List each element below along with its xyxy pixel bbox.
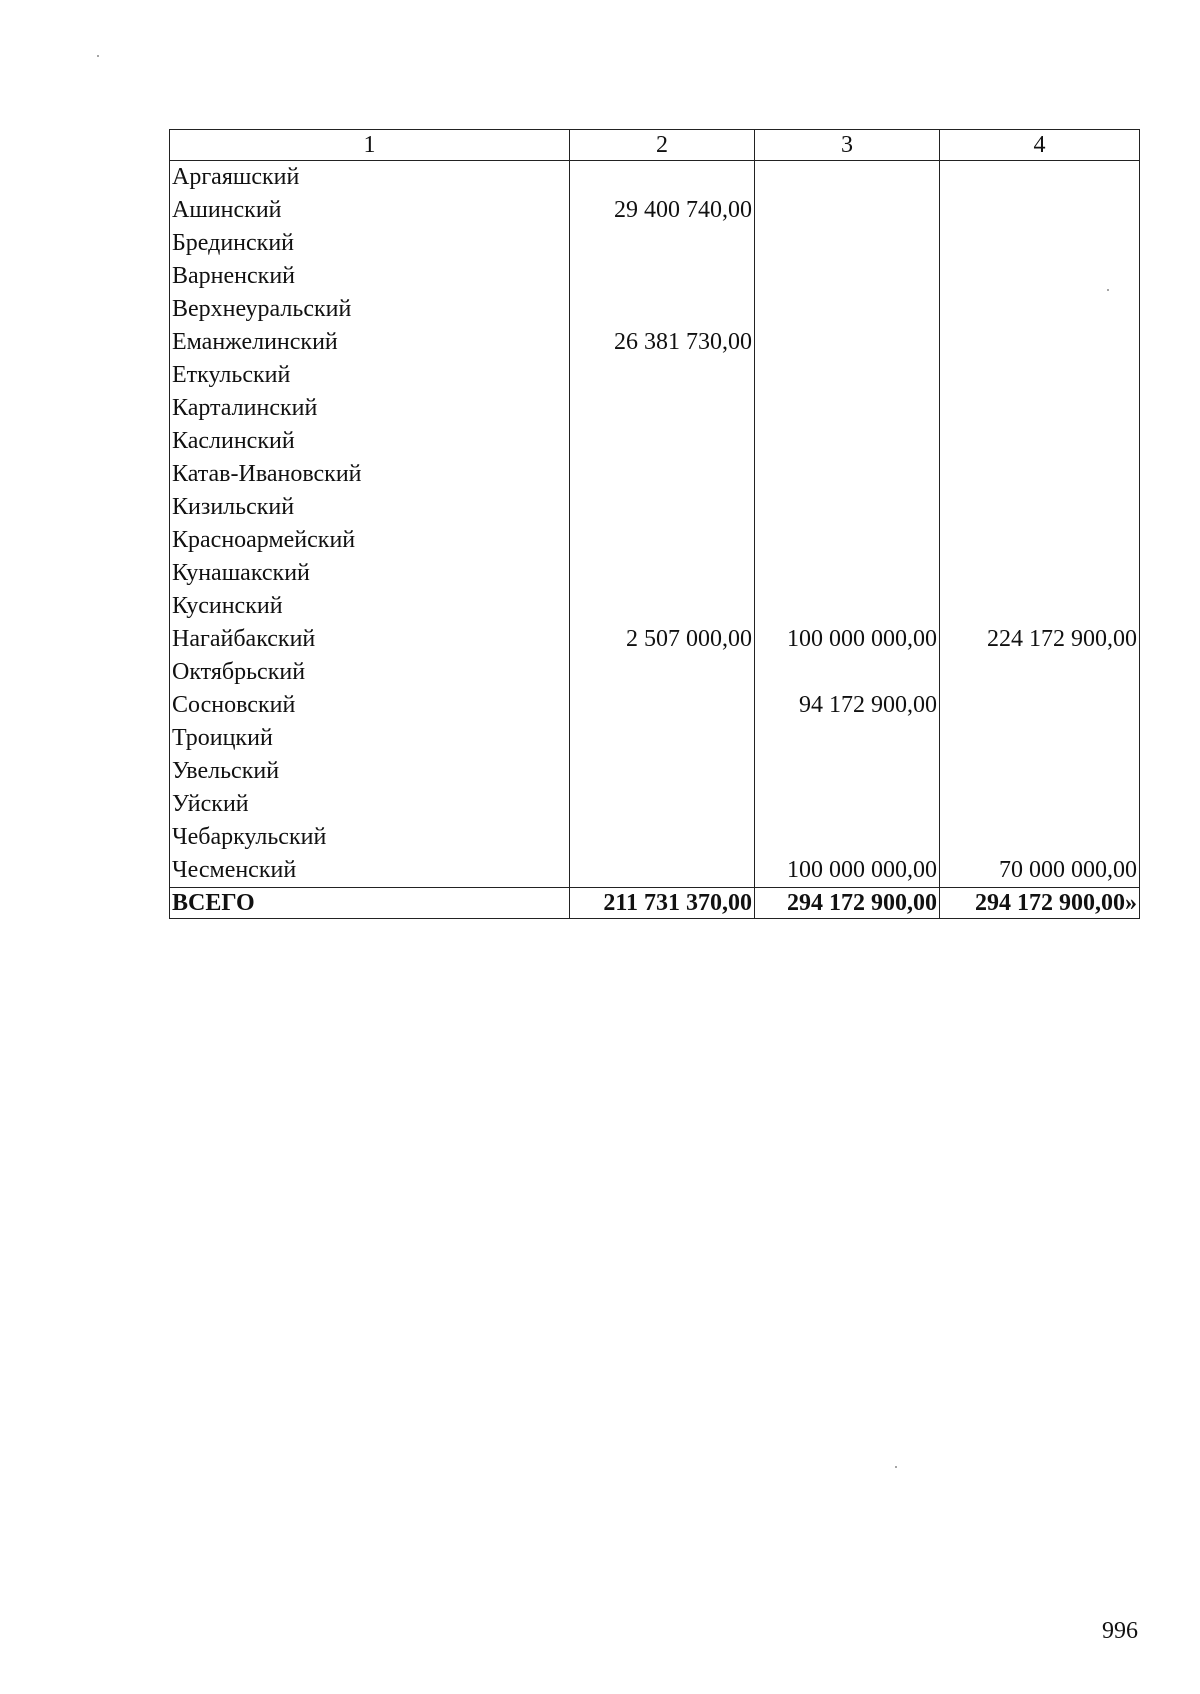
column-header-3: 3: [755, 130, 940, 161]
value-col-3: [755, 359, 940, 392]
value-col-4: [940, 656, 1140, 689]
page-number: 996: [1102, 1618, 1138, 1644]
value-col-2: [570, 590, 755, 623]
value-col-2: 26 381 730,00: [570, 326, 755, 359]
value-col-4: [940, 161, 1140, 195]
value-col-2: [570, 557, 755, 590]
table-row: [170, 788, 1140, 821]
district-name: Кизильский: [170, 491, 570, 524]
value-col-2: [570, 788, 755, 821]
value-col-3: [755, 326, 940, 359]
value-col-4: [940, 557, 1140, 590]
district-name: Увельский: [170, 755, 570, 788]
value-col-2: [570, 161, 755, 195]
value-col-4: [940, 821, 1140, 854]
district-name: Уйский: [170, 788, 570, 821]
value-col-2: [570, 260, 755, 293]
district-name: Чесменский: [170, 854, 570, 888]
value-col-2: [570, 458, 755, 491]
value-col-2: [570, 524, 755, 557]
table-row: [170, 359, 1140, 392]
value-col-2: [570, 722, 755, 755]
scan-speck: [1107, 289, 1109, 291]
value-col-3: [755, 788, 940, 821]
value-col-3: [755, 425, 940, 458]
value-col-3: [755, 392, 940, 425]
table-row: [170, 821, 1140, 854]
district-name: Кусинский: [170, 590, 570, 623]
value-col-3: [755, 293, 940, 326]
value-col-2: [570, 293, 755, 326]
table-row: [170, 689, 1140, 722]
value-col-2: [570, 755, 755, 788]
district-name: Чебаркульский: [170, 821, 570, 854]
value-col-4: [940, 491, 1140, 524]
table-row: [170, 458, 1140, 491]
value-col-3: [755, 161, 940, 195]
total-col-4: 294 172 900,00»: [940, 888, 1140, 919]
table-row: [170, 854, 1140, 888]
district-name: Каслинский: [170, 425, 570, 458]
district-name: Троицкий: [170, 722, 570, 755]
table-row: [170, 293, 1140, 326]
value-col-4: [940, 458, 1140, 491]
value-col-3: [755, 821, 940, 854]
value-col-3: [755, 656, 940, 689]
table-row: [170, 755, 1140, 788]
value-col-2: [570, 425, 755, 458]
table-row: [170, 491, 1140, 524]
value-col-3: [755, 524, 940, 557]
total-col-3: 294 172 900,00: [755, 888, 940, 919]
table-row: [170, 425, 1140, 458]
value-col-3: [755, 194, 940, 227]
value-col-2: 29 400 740,00: [570, 194, 755, 227]
value-col-2: [570, 854, 755, 888]
value-col-3: [755, 227, 940, 260]
value-col-4: [940, 788, 1140, 821]
value-col-4: [940, 722, 1140, 755]
value-col-3: [755, 557, 940, 590]
value-col-4: [940, 194, 1140, 227]
column-header-4: 4: [940, 130, 1140, 161]
scan-speck: [895, 1466, 897, 1468]
value-col-3: [755, 260, 940, 293]
district-name: Красноармейский: [170, 524, 570, 557]
table-row: [170, 161, 1140, 195]
table-row: [170, 656, 1140, 689]
value-col-3: 100 000 000,00: [755, 854, 940, 888]
district-name: Еманжелинский: [170, 326, 570, 359]
table-row: [170, 524, 1140, 557]
table-row: [170, 227, 1140, 260]
value-col-4: 70 000 000,00: [940, 854, 1140, 888]
value-col-4: [940, 689, 1140, 722]
value-col-3: [755, 491, 940, 524]
table-body: [170, 161, 1140, 888]
value-col-2: 2 507 000,00: [570, 623, 755, 656]
value-col-3: [755, 722, 940, 755]
column-header-1: 1: [170, 130, 570, 161]
column-header-2: 2: [570, 130, 755, 161]
value-col-2: [570, 359, 755, 392]
table-row: [170, 326, 1140, 359]
total-col-2: 211 731 370,00: [570, 888, 755, 919]
budget-table: [169, 129, 1140, 919]
table-row: [170, 194, 1140, 227]
table-row: [170, 260, 1140, 293]
scan-speck: [97, 55, 99, 57]
total-row: [170, 888, 1140, 919]
value-col-4: [940, 227, 1140, 260]
district-name: Ашинский: [170, 194, 570, 227]
value-col-2: [570, 491, 755, 524]
district-name: Верхнеуральский: [170, 293, 570, 326]
district-name: Октябрьский: [170, 656, 570, 689]
value-col-2: [570, 392, 755, 425]
district-name: Катав-Ивановский: [170, 458, 570, 491]
value-col-2: [570, 656, 755, 689]
district-name: Карталинский: [170, 392, 570, 425]
table-row: [170, 392, 1140, 425]
value-col-3: [755, 458, 940, 491]
value-col-4: [940, 755, 1140, 788]
table-row: [170, 590, 1140, 623]
value-col-2: [570, 689, 755, 722]
value-col-3: 100 000 000,00: [755, 623, 940, 656]
header-row: [170, 130, 1140, 161]
value-col-2: [570, 821, 755, 854]
district-name: Брединский: [170, 227, 570, 260]
value-col-4: [940, 359, 1140, 392]
district-name: Нагайбакский: [170, 623, 570, 656]
value-col-2: [570, 227, 755, 260]
value-col-4: [940, 392, 1140, 425]
value-col-3: [755, 590, 940, 623]
value-col-4: [940, 524, 1140, 557]
total-label: ВСЕГО: [170, 888, 570, 919]
value-col-3: 94 172 900,00: [755, 689, 940, 722]
table-row: [170, 557, 1140, 590]
value-col-4: [940, 425, 1140, 458]
value-col-4: [940, 326, 1140, 359]
district-name: Кунашакский: [170, 557, 570, 590]
value-col-4: 224 172 900,00: [940, 623, 1140, 656]
district-name: Сосновский: [170, 689, 570, 722]
district-name: Аргаяшский: [170, 161, 570, 195]
value-col-4: [940, 590, 1140, 623]
value-col-3: [755, 755, 940, 788]
value-col-4: [940, 260, 1140, 293]
district-name: Еткульский: [170, 359, 570, 392]
value-col-4: [940, 293, 1140, 326]
table-row: [170, 722, 1140, 755]
table-row: [170, 623, 1140, 656]
district-name: Варненский: [170, 260, 570, 293]
